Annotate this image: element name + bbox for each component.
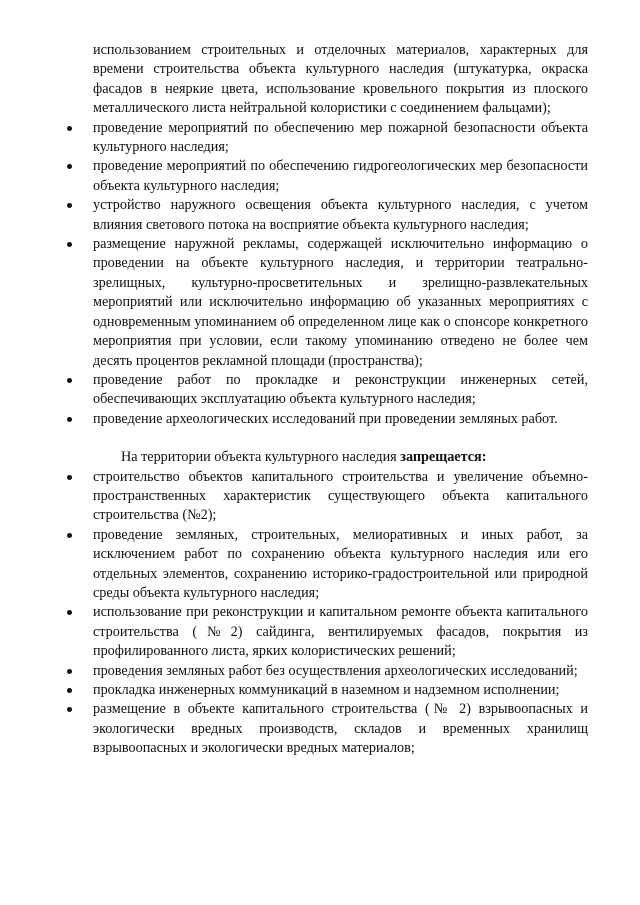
list-item [66, 700, 588, 758]
list-item-text: прокладка инженерных коммуникаций в наземном и надземном исполнении; [93, 682, 560, 698]
list-item-text: проведение работ по прокладке и реконструкции инженерных сетей, обеспечивающих эксплуатацию объекта культурного наследия; [93, 371, 588, 408]
bullet-icon [67, 669, 72, 674]
list-item-text: проведение археологических исследований при проведении земляных работ. [93, 410, 558, 427]
bullet-icon [67, 533, 72, 538]
list-item [66, 235, 588, 371]
bullet-icon [67, 417, 72, 422]
list-item-text: проведения земляных работ без осуществления археологических исследований; [93, 662, 578, 679]
list-item-text: строительство объектов капитального строительства и увеличение объемно-пространственных характеристик существующего объекта капитального строительства (№2); [93, 468, 588, 524]
bullet-icon [67, 126, 72, 131]
bullet-icon [67, 164, 72, 169]
list-item-text: устройство наружного освещения объекта культурного наследия, с учетом влияния светового потока на восприятие объекта культурного наследия; [93, 197, 588, 233]
list-item [66, 662, 588, 681]
list-item-text: проведение мероприятий по обеспечению гидрогеологических мер безопасности объекта культурного наследия; [93, 158, 588, 194]
list-item [66, 196, 588, 235]
prohibited-activities-list [66, 468, 588, 759]
list-item [66, 468, 588, 526]
prohibited-heading [66, 448, 588, 467]
list-item-text: проведение земляных, строительных, мелиоративных и иных работ, за исключением работ по сохранению объекта культурного наследия или его отдельных элементов, сохранению историко-градостроительной или природной среды объекта культурного наследия; [93, 526, 588, 601]
bullet-icon [67, 203, 72, 208]
list-item [66, 157, 588, 196]
list-item-text: размещение в объекте капитального строительства (№ 2) взрывоопасных и экологически вредных производств, складов и временных хранилищ взрывоопасных и экологически вредных материалов; [93, 701, 588, 757]
list-item-text: использование при реконструкции и капитальном ремонте объекта капитального строительства (№2) сайдинга, вентилируемых фасадов, покрытия из профилированного листа, ярких колористических решений; [93, 604, 588, 660]
prohibited-heading-text: На территории объекта культурного наследия [121, 449, 401, 466]
list-item [66, 526, 588, 604]
continuation-paragraph: использованием строительных и отделочных материалов, характерных для времени строительства объекта культурного наследия (штукатурка, окраска фасадов в неяркие цвета, использование кровельного покрытия из плоского металлического листа нейтральной колористики с соединением фальцами); [93, 42, 588, 117]
bullet-icon [67, 242, 72, 247]
prohibited-heading-emphasis: запрещается: [400, 449, 487, 466]
bullet-icon [67, 378, 72, 383]
bullet-icon [67, 688, 72, 693]
paragraph-spacer [66, 429, 588, 448]
list-item-text: проведение мероприятий по обеспечению мер пожарной безопасности объекта культурного наследия; [93, 119, 588, 156]
list-item [66, 371, 588, 410]
list-item-text: размещение наружной рекламы, содержащей исключительно информацию о проведении на объекте культурного наследия, и территории театрально-зрелищных, культурно-просветительных и зрелищно-развлекательных мероприятий или исключительно информацию об указанных мероприятиях с одновременным упоминанием об определенном лице как о спонсоре конкретного мероприятия при условии, если такому упоминанию отведено не более чем десять процентов рекламной площади (пространства); [93, 236, 588, 369]
bullet-icon [67, 707, 72, 712]
list-item [66, 603, 588, 661]
bullet-icon [67, 610, 72, 615]
bullet-icon [67, 475, 72, 480]
list-item [66, 119, 588, 158]
list-item [66, 681, 588, 700]
allowed-activities-list [66, 119, 588, 430]
list-item [66, 410, 588, 429]
